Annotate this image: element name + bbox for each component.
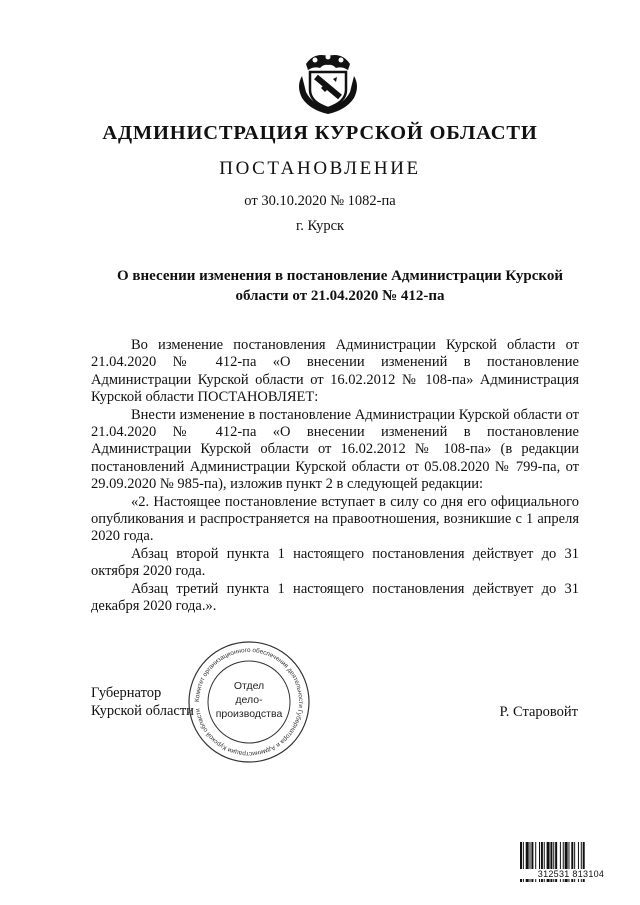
stamp-ring-textpath: Комитет организационного обеспечения деятельности Губернатора и Администрации Курской области <box>193 646 305 758</box>
document-date-number: от 30.10.2020 № 1082-па <box>244 193 396 209</box>
subject-line-1: О внесении изменения в постановление Администрации Курской <box>117 268 563 284</box>
body-paragraph: Внести изменение в постановление Администрации Курской области от 21.04.2020 № 412-па «О внесении изменений в постановление Администрации Курской области от 16.02.2012 № 108-па» (в редакции постановлений Администрации Курской области от 05.08.2020 № 799-па, от 29.09.2020 № 985-па), изложив пункт 2 в следующей редакции: <box>91 406 579 493</box>
body-paragraph: Абзац третий пункта 1 настоящего постановления действует до 31 декабря 2020 года.». <box>91 580 579 615</box>
document-body <box>91 337 579 616</box>
document-city: г. Курск <box>295 218 345 234</box>
stamp-center-line-1: Отдел <box>233 680 265 692</box>
stamp-center-line-3: производства <box>215 708 283 720</box>
subject-line-2: области от 21.04.2020 № 412-па <box>235 288 445 304</box>
body-paragraph: «2. Настоящее постановление вступает в силу со дня его официального опубликования и распространяется на правоотношения, возникшие с 1 апреля 2020 года. <box>91 493 579 545</box>
signatory-title-line-2: Курской области <box>91 703 194 719</box>
signatory-title <box>91 684 194 720</box>
body-paragraph: Абзац второй пункта 1 настоящего постановления действует до 31 октября 2020 года. <box>91 545 579 580</box>
document-subject <box>95 266 585 306</box>
organization-title: АДМИНИСТРАЦИЯ КУРСКОЙ ОБЛАСТИ <box>102 122 538 144</box>
signatory-name: Р. Старовойт <box>499 704 578 720</box>
document-type: ПОСТАНОВЛЕНИЕ <box>219 158 421 179</box>
office-stamp <box>186 639 312 765</box>
barcode-number: 312531 813104 <box>519 869 623 879</box>
body-paragraph: Во изменение постановления Администрации Курской области от 21.04.2020 № 412-па «О внесении изменений в постановление Администрации Курской области от 16.02.2012 № 108-па» Администрация Курской области ПОСТАНОВЛЯЕТ: <box>91 337 579 406</box>
stamp-center-line-2: дело- <box>235 694 263 706</box>
coat-of-arms-emblem <box>292 46 364 116</box>
signatory-title-line-1: Губернатор <box>91 685 162 701</box>
